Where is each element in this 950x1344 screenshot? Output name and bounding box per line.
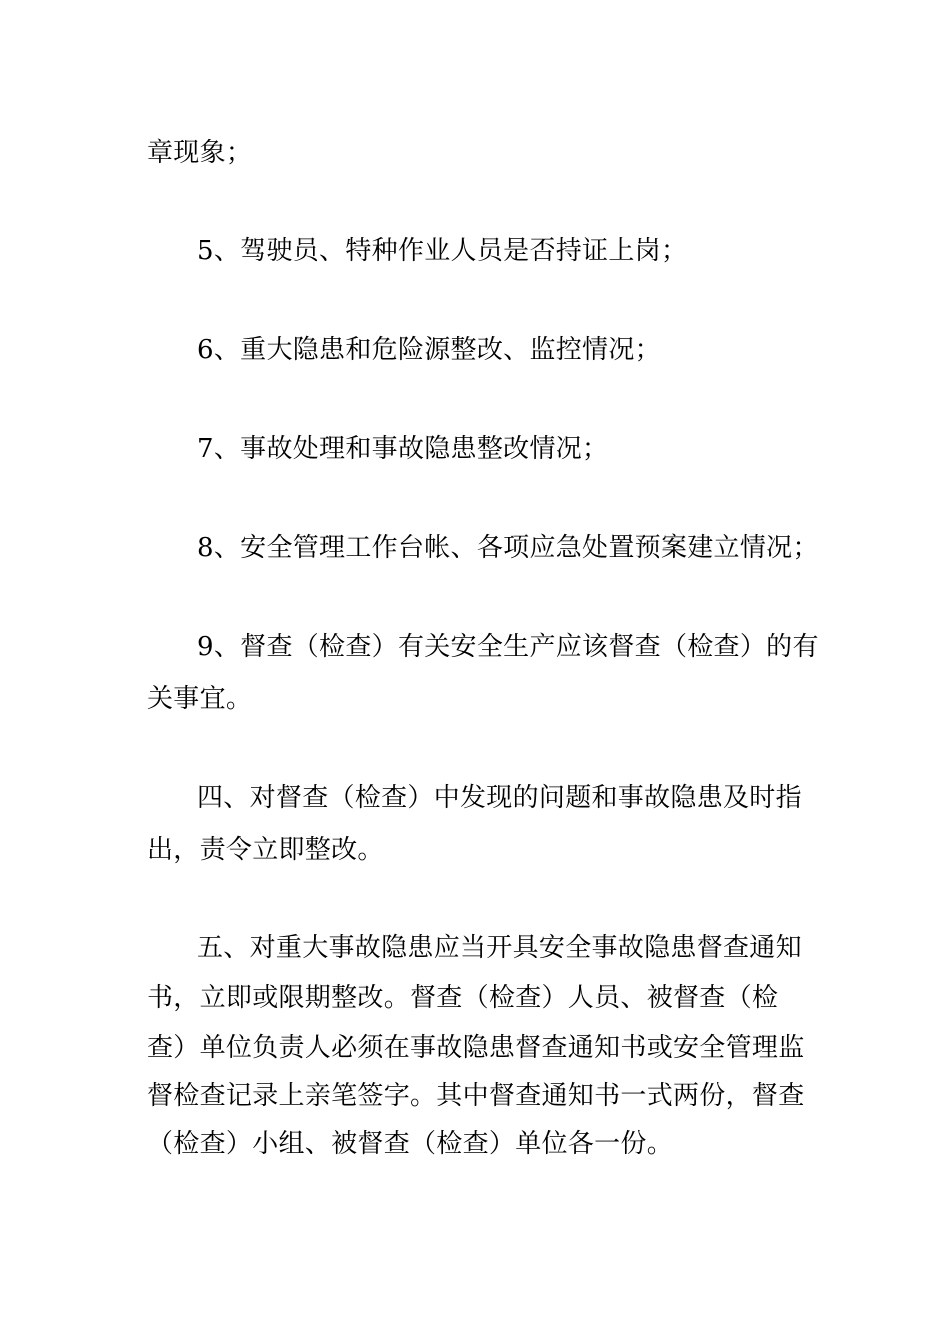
section-5-line-4: 督检查记录上亲笔签字。其中督查通知书一式两份，督查	[147, 1081, 805, 1111]
section-4-paragraph: 四、对督查（检查）中发现的问题和事故隐患及时指	[197, 783, 802, 813]
list-item-6: 6、重大隐患和危险源整改、监控情况；	[197, 335, 661, 365]
text-line-continuation: 章现象；	[147, 138, 253, 168]
section-5-line-3: 查）单位负责人必须在事故隐患督查通知书或安全管理监	[147, 1033, 805, 1063]
list-item-7: 7、事故处理和事故隐患整改情况；	[197, 434, 609, 464]
section-5-paragraph: 五、对重大事故隐患应当开具安全事故隐患督查通知	[197, 933, 802, 963]
list-item-5: 5、驾驶员、特种作业人员是否持证上岗；	[197, 236, 688, 266]
list-item-8: 8、安全管理工作台帐、各项应急处置预案建立情况；	[197, 533, 819, 563]
list-item-9: 9、督查（检查）有关安全生产应该督查（检查）的有	[197, 632, 819, 662]
section-5-line-2: 书，立即或限期整改。督查（检查）人员、被督查（检	[147, 983, 779, 1013]
section-5-line-5: （检查）小组、被督查（检查）单位各一份。	[147, 1129, 674, 1159]
section-4-continuation: 出，责令立即整改。	[147, 835, 384, 865]
list-item-9-continuation: 关事宜。	[147, 684, 253, 714]
